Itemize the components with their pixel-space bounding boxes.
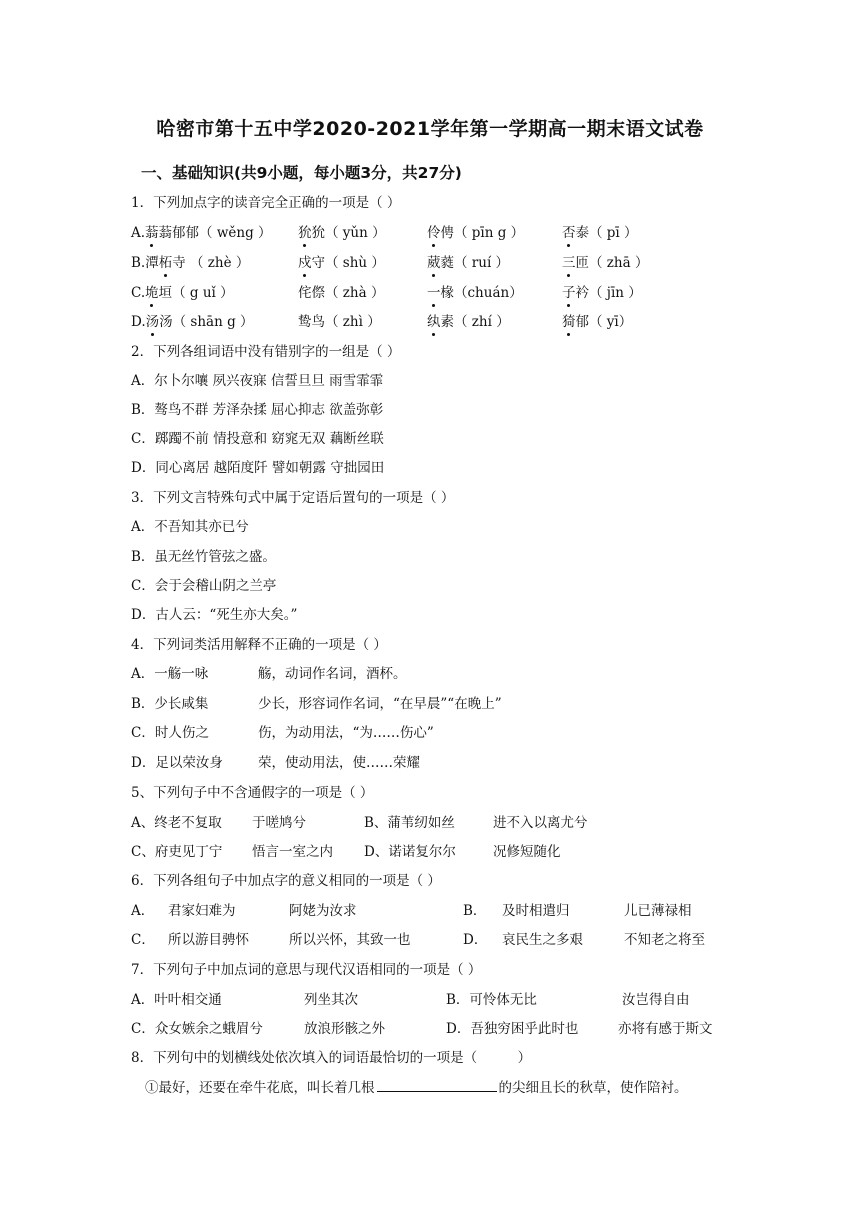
q7-option-b-second: 汝岂得自由 xyxy=(622,992,690,1008)
q5-option-b-second: 进不入以离尤兮 xyxy=(493,815,588,831)
q1-text: 汤（ shān g ） xyxy=(159,314,254,330)
q3-option-c: C．会于会稽山阴之兰亭 xyxy=(131,578,277,594)
q7-row-cd xyxy=(131,1017,771,1041)
q4-phrase: B．少长咸集 xyxy=(131,696,209,712)
q4-explanation: 少长，形容词作名词，“在早晨”“在晚上” xyxy=(258,696,502,712)
q7-option-b: B．可怜体无比 xyxy=(446,992,537,1008)
dotted-char: 蓊 xyxy=(145,221,159,245)
question-3-stem: 3．下列文言特殊句式中属于定语后置句的一项是（ ） xyxy=(131,490,455,506)
q1-label: A. xyxy=(131,225,146,241)
question-5-stem: 5、下列句子中不含通假字的一项是（ ） xyxy=(131,785,374,801)
q5-option-d: D、诺诺复尔尔 xyxy=(364,844,456,860)
dotted-char: 葳 xyxy=(427,251,441,275)
q1-text: 椽（chuán） xyxy=(440,285,523,301)
q5-option-c-second: 悟言一室之内 xyxy=(252,844,333,860)
q3-option-a: A．不吾知其亦已兮 xyxy=(131,519,249,535)
q6-option-d-second: 不知老之将至 xyxy=(624,932,705,948)
q1-text: 垣（ g uǐ ） xyxy=(158,285,234,301)
q8-item-1-after: 的尖细且长的秋草，使作陪衬。 xyxy=(498,1080,688,1096)
q7-option-c: C．众女嫉余之蛾眉兮 xyxy=(131,1021,263,1037)
q4-option-c xyxy=(131,721,771,745)
q4-option-d xyxy=(131,751,771,775)
dotted-char: 纨 xyxy=(427,310,441,334)
section-heading: 一、基础知识(共9小题，每小题3分，共27分) xyxy=(141,164,462,182)
q1-option-d xyxy=(131,310,771,334)
q7-option-d: D．吾独穷困乎此时也 xyxy=(446,1021,579,1037)
dotted-char: 一 xyxy=(427,281,441,305)
dotted-char: 伶 xyxy=(427,221,441,245)
q3-option-b: B．虽无丝竹管弦之盛。 xyxy=(131,549,276,565)
q6-label-c: C． xyxy=(131,932,155,948)
q3-option-d: D．古人云：“死生亦大矣。” xyxy=(131,607,298,623)
q6-label-b: B． xyxy=(463,903,487,919)
q6-label-d: D． xyxy=(463,932,488,948)
dotted-char: 垝 xyxy=(145,281,159,305)
dotted-char: 汤 xyxy=(146,310,160,334)
q2-option-a: A．尔卜尔嚷 夙兴夜寐 信誓旦旦 雨雪霏霏 xyxy=(131,373,384,389)
dotted-char: 子 xyxy=(562,281,576,305)
q6-option-b-second: 儿已薄禄相 xyxy=(624,903,692,919)
q1-text: 侘傺（ zhà ） xyxy=(298,285,385,301)
q1-option-a xyxy=(131,221,771,245)
q2-option-c: C．踯躅不前 情投意和 窈窕无双 藕断丝联 xyxy=(131,431,384,447)
q1-label: D. xyxy=(131,314,146,330)
q4-option-a xyxy=(131,662,771,686)
q4-phrase: C．时人伤之 xyxy=(131,725,209,741)
question-6-stem: 6．下列各组句子中加点字的意义相同的一项是（ ） xyxy=(131,873,441,889)
exam-title: 哈密市第十五中学2020-2021学年第一学期高一期末语文试卷 xyxy=(156,118,704,140)
q1-text: 素（ zhí ） xyxy=(440,314,510,330)
q1-option-b xyxy=(131,251,771,275)
dotted-char: 猗 xyxy=(562,310,576,334)
q7-row-ab xyxy=(131,988,771,1012)
dotted-char: 否 xyxy=(562,221,576,245)
q4-explanation: 荣，使动用法，使……荣耀 xyxy=(258,755,420,771)
q7-option-c-second: 放浪形骸之外 xyxy=(304,1021,385,1037)
q1-text: 俜（ pīn g ） xyxy=(440,225,525,241)
q5-option-a: A、终老不复取 xyxy=(131,815,222,831)
q1-text: 衿（ jīn ） xyxy=(575,285,642,301)
q8-item-1-before: ①最好，还要在牵牛花底，叫长着几根 xyxy=(145,1080,375,1096)
q6-option-a-first: 君家妇难为 xyxy=(168,903,236,919)
q1-text: 匝（ zhā ） xyxy=(575,255,649,271)
q5-option-b: B、蒲苇纫如丝 xyxy=(364,815,455,831)
dotted-char: 戍 xyxy=(298,251,312,275)
q6-row-cd xyxy=(131,928,771,952)
question-8-stem: 8．下列句中的划横线处依次填入的词语最恰切的一项是（ ） xyxy=(131,1050,532,1066)
q4-phrase: A．一觞一咏 xyxy=(131,666,209,682)
q1-text: 狁（ yǔn ） xyxy=(311,225,386,241)
q2-option-d: D．同心离居 越陌度阡 譬如朝露 守拙园田 xyxy=(131,460,385,476)
q6-option-c-second: 所以兴怀，其致一也 xyxy=(289,932,411,948)
q6-label-a: A． xyxy=(131,903,155,919)
fill-blank xyxy=(377,1077,497,1092)
q4-phrase: D．足以荣汝身 xyxy=(131,755,223,771)
q1-text: 泰（ pī ） xyxy=(575,225,638,241)
q5-option-c: C、府吏见丁宁 xyxy=(131,844,223,860)
q1-label: B.潭 xyxy=(131,255,159,271)
question-4-stem: 4．下列词类活用解释不正确的一项是（ ） xyxy=(131,637,387,653)
q5-row-cd xyxy=(131,840,771,864)
dotted-char: 柘 xyxy=(159,251,173,275)
q1-label: C. xyxy=(131,285,146,301)
q4-option-b xyxy=(131,692,771,716)
q1-text: 郁（ yī） xyxy=(575,314,633,330)
q6-row-ab xyxy=(131,899,771,923)
q7-option-a: A．叶叶相交通 xyxy=(131,992,222,1008)
q1-text: 寺 （ zhè ） xyxy=(172,255,250,271)
q7-option-a-second: 列坐其次 xyxy=(304,992,358,1008)
q4-explanation: 觞，动词作名词，酒杯。 xyxy=(258,666,407,682)
q2-option-b: B．骜鸟不群 芳泽杂揉 屈心抑志 欲盖弥彰 xyxy=(131,402,384,418)
q1-text: 鸷鸟（ zhì ） xyxy=(298,314,381,330)
q6-option-a-second: 阿姥为汝求 xyxy=(289,903,357,919)
q7-option-d-second: 亦将有感于斯文 xyxy=(618,1021,713,1037)
q6-option-c-first: 所以游目骋怀 xyxy=(168,932,249,948)
q1-text: 蕤（ ruí ） xyxy=(440,255,510,271)
dotted-char: 三 xyxy=(562,251,576,275)
q6-option-b-first: 及时相遣归 xyxy=(502,903,570,919)
question-1-stem: 1．下列加点字的读音完全正确的一项是（ ） xyxy=(131,195,401,211)
q6-option-d-first: 哀民生之多艰 xyxy=(502,932,583,948)
q5-option-d-second: 况修短随化 xyxy=(493,844,561,860)
question-7-stem: 7．下列句子中加点词的意思与现代汉语相同的一项是（ ） xyxy=(131,962,482,978)
question-2-stem: 2．下列各组词语中没有错别字的一组是（ ） xyxy=(131,344,401,360)
q5-row-ab xyxy=(131,811,771,835)
q4-explanation: 伤，为动用法，“为……伤心” xyxy=(258,725,434,741)
q1-text: 守（ shù ） xyxy=(311,255,385,271)
q5-option-a-second: 于嗟鸠兮 xyxy=(252,815,306,831)
q8-item-1 xyxy=(145,1076,765,1100)
dotted-char: 狁 xyxy=(298,221,312,245)
q1-text: 蓊郁郁（ wěng ） xyxy=(158,225,272,241)
q1-option-c xyxy=(131,281,771,305)
